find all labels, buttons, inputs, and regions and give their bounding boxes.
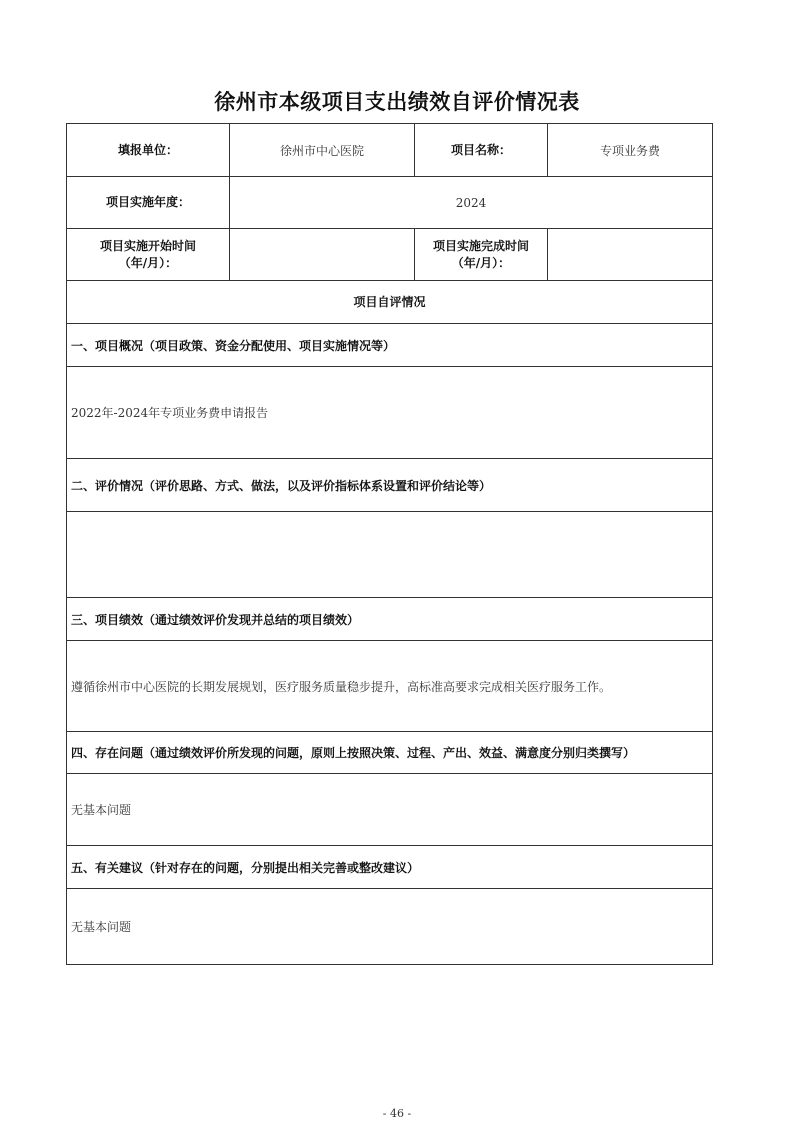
year-label: 项目实施年度：	[67, 177, 230, 229]
section-content-row	[67, 641, 713, 732]
section-content-row	[67, 889, 713, 965]
year-value: 2024	[230, 177, 713, 229]
evaluation-form-table	[66, 123, 713, 965]
section-1-heading: 一、项目概况（项目政策、资金分配使用、项目实施情况等）	[67, 324, 713, 367]
section-5-heading: 五、有关建议（针对存在的问题，分别提出相关完善或整改建议）	[67, 846, 713, 889]
unit-value: 徐州市中心医院	[230, 124, 415, 177]
section-heading-row	[67, 846, 713, 889]
page-number: - 46 -	[382, 1107, 412, 1120]
start-time-label-line1: 项目实施开始时间	[99, 238, 196, 253]
section-4-heading: 四、存在问题（通过绩效评价所发现的问题，原则上按照决策、过程、产出、效益、满意度分别归类撰写）	[67, 732, 713, 774]
start-time-value	[230, 229, 415, 281]
end-time-label-line2: （年/月）：	[451, 255, 511, 270]
end-time-label	[415, 229, 548, 281]
section-3-heading: 三、项目绩效（通过绩效评价发现并总结的项目绩效）	[67, 598, 713, 641]
page-title: 徐州市本级项目支出绩效自评价情况表	[214, 90, 580, 114]
section-1-content: 2022年-2024年专项业务费申请报告	[67, 367, 713, 459]
section-heading-row	[67, 459, 713, 512]
section-5-content: 无基本问题	[67, 889, 713, 965]
section-content-row	[67, 512, 713, 598]
unit-label: 填报单位：	[67, 124, 230, 177]
end-time-value	[548, 229, 713, 281]
self-eval-heading: 项目自评情况	[67, 281, 713, 324]
project-name-label: 项目名称：	[415, 124, 548, 177]
section-2-content	[67, 512, 713, 598]
section-heading-row	[67, 324, 713, 367]
section-content-row	[67, 774, 713, 846]
self-eval-heading-row	[67, 281, 713, 324]
start-time-label	[67, 229, 230, 281]
project-name-value: 专项业务费	[548, 124, 713, 177]
section-content-row	[67, 367, 713, 459]
section-3-content: 遵循徐州市中心医院的长期发展规划，医疗服务质量稳步提升，高标准高要求完成相关医疗服务工作。	[67, 641, 713, 732]
header-row-dates	[67, 229, 713, 281]
start-time-label-line2: （年/月）：	[118, 255, 178, 270]
section-heading-row	[67, 732, 713, 774]
section-heading-row	[67, 598, 713, 641]
section-2-heading: 二、评价情况（评价思路、方式、做法，以及评价指标体系设置和评价结论等）	[67, 459, 713, 512]
end-time-label-line1: 项目实施完成时间	[432, 238, 529, 253]
header-row-year	[67, 177, 713, 229]
section-4-content: 无基本问题	[67, 774, 713, 846]
header-row-unit	[67, 124, 713, 177]
